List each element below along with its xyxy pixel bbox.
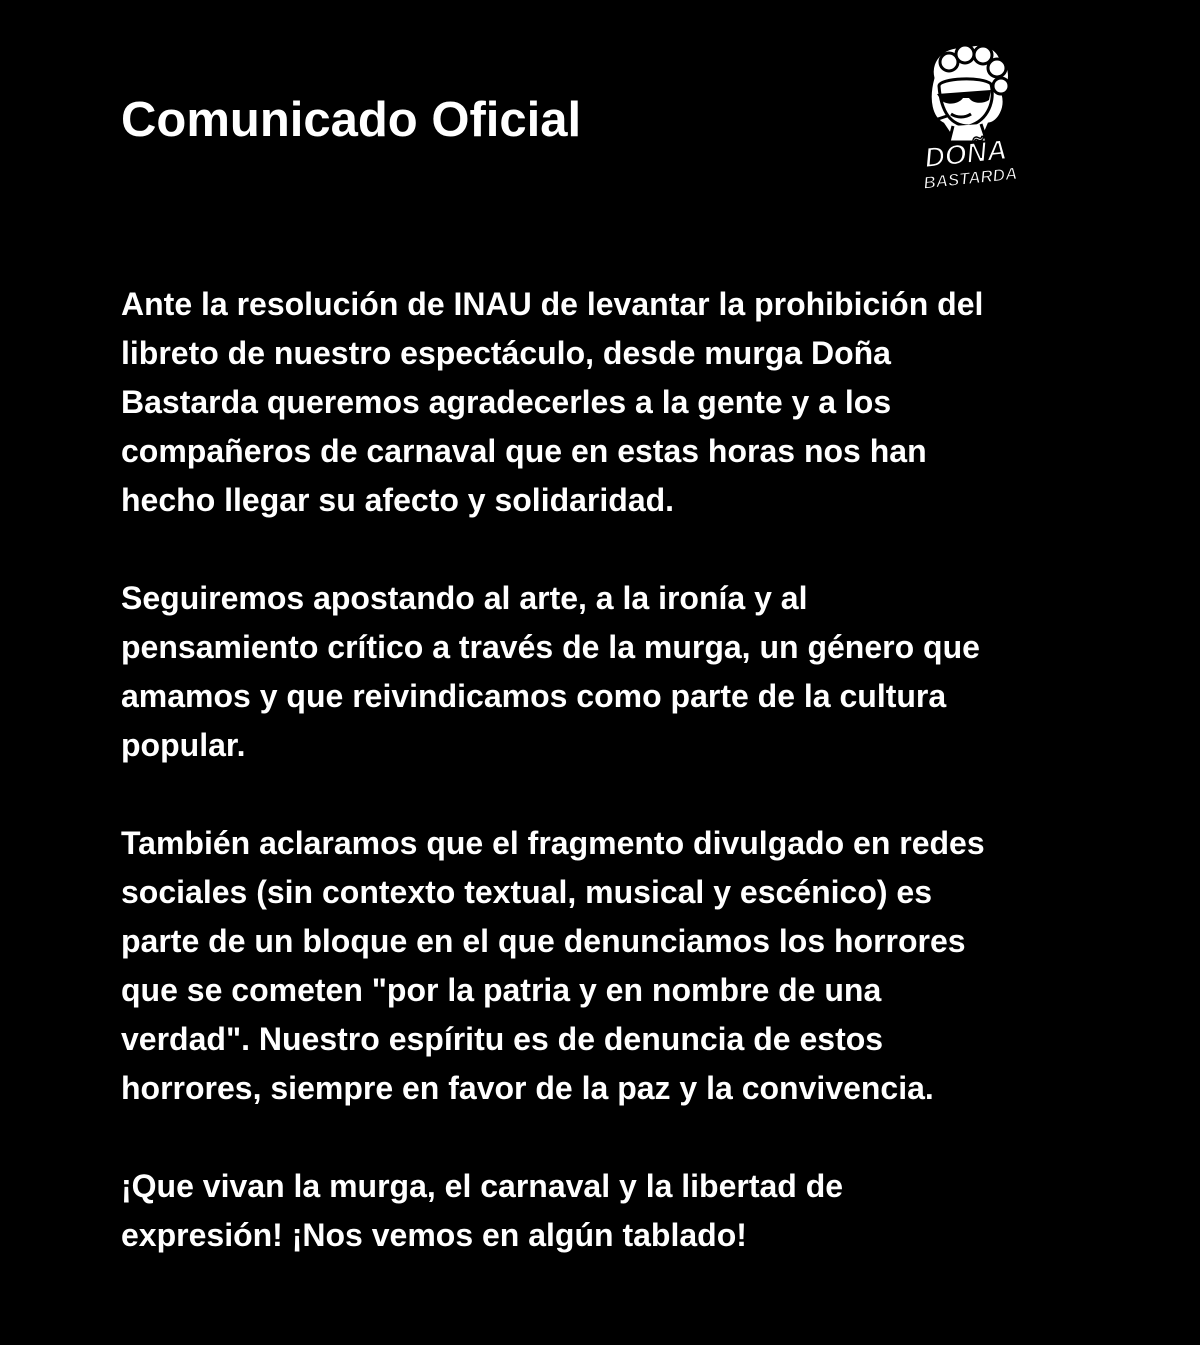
paragraph-commitment: Seguiremos apostando al arte, a la ironía y al pensamiento crítico a través de la murga, un género que amamos y que reivindicamos como parte de la cultura popular. [121, 580, 980, 763]
logo-text-line2: BASTARDA [922, 163, 1019, 193]
dona-bastarda-logo [903, 38, 1033, 198]
statement-body [121, 280, 1111, 1309]
paragraph-gratitude: Ante la resolución de INAU de levantar la prohibición del libreto de nuestro espectáculo, desde murga Doña Bastarda queremos agradecerles a la gente y a los compañeros de carnaval que en estas horas nos han hecho llegar su afecto y solidaridad. [121, 286, 984, 518]
paragraph-closing: ¡Que vivan la murga, el carnaval y la libertad de expresión! ¡Nos vemos en algún tablado! [121, 1168, 844, 1253]
paragraph-clarification: También aclaramos que el fragmento divulgado en redes sociales (sin contexto textual, musical y escénico) es parte de un bloque en el que denunciamos los horrores que se cometen "por la patria y en nombre de una verdad". Nuestro espíritu es de denuncia de estos horrores, siempre en favor de la paz y la convivencia. [121, 825, 985, 1106]
sunglasses-woman-caricature-icon [930, 44, 1009, 142]
page-title: Comunicado Oficial [121, 93, 582, 147]
logo-text-line1: DOÑA [923, 133, 1009, 174]
